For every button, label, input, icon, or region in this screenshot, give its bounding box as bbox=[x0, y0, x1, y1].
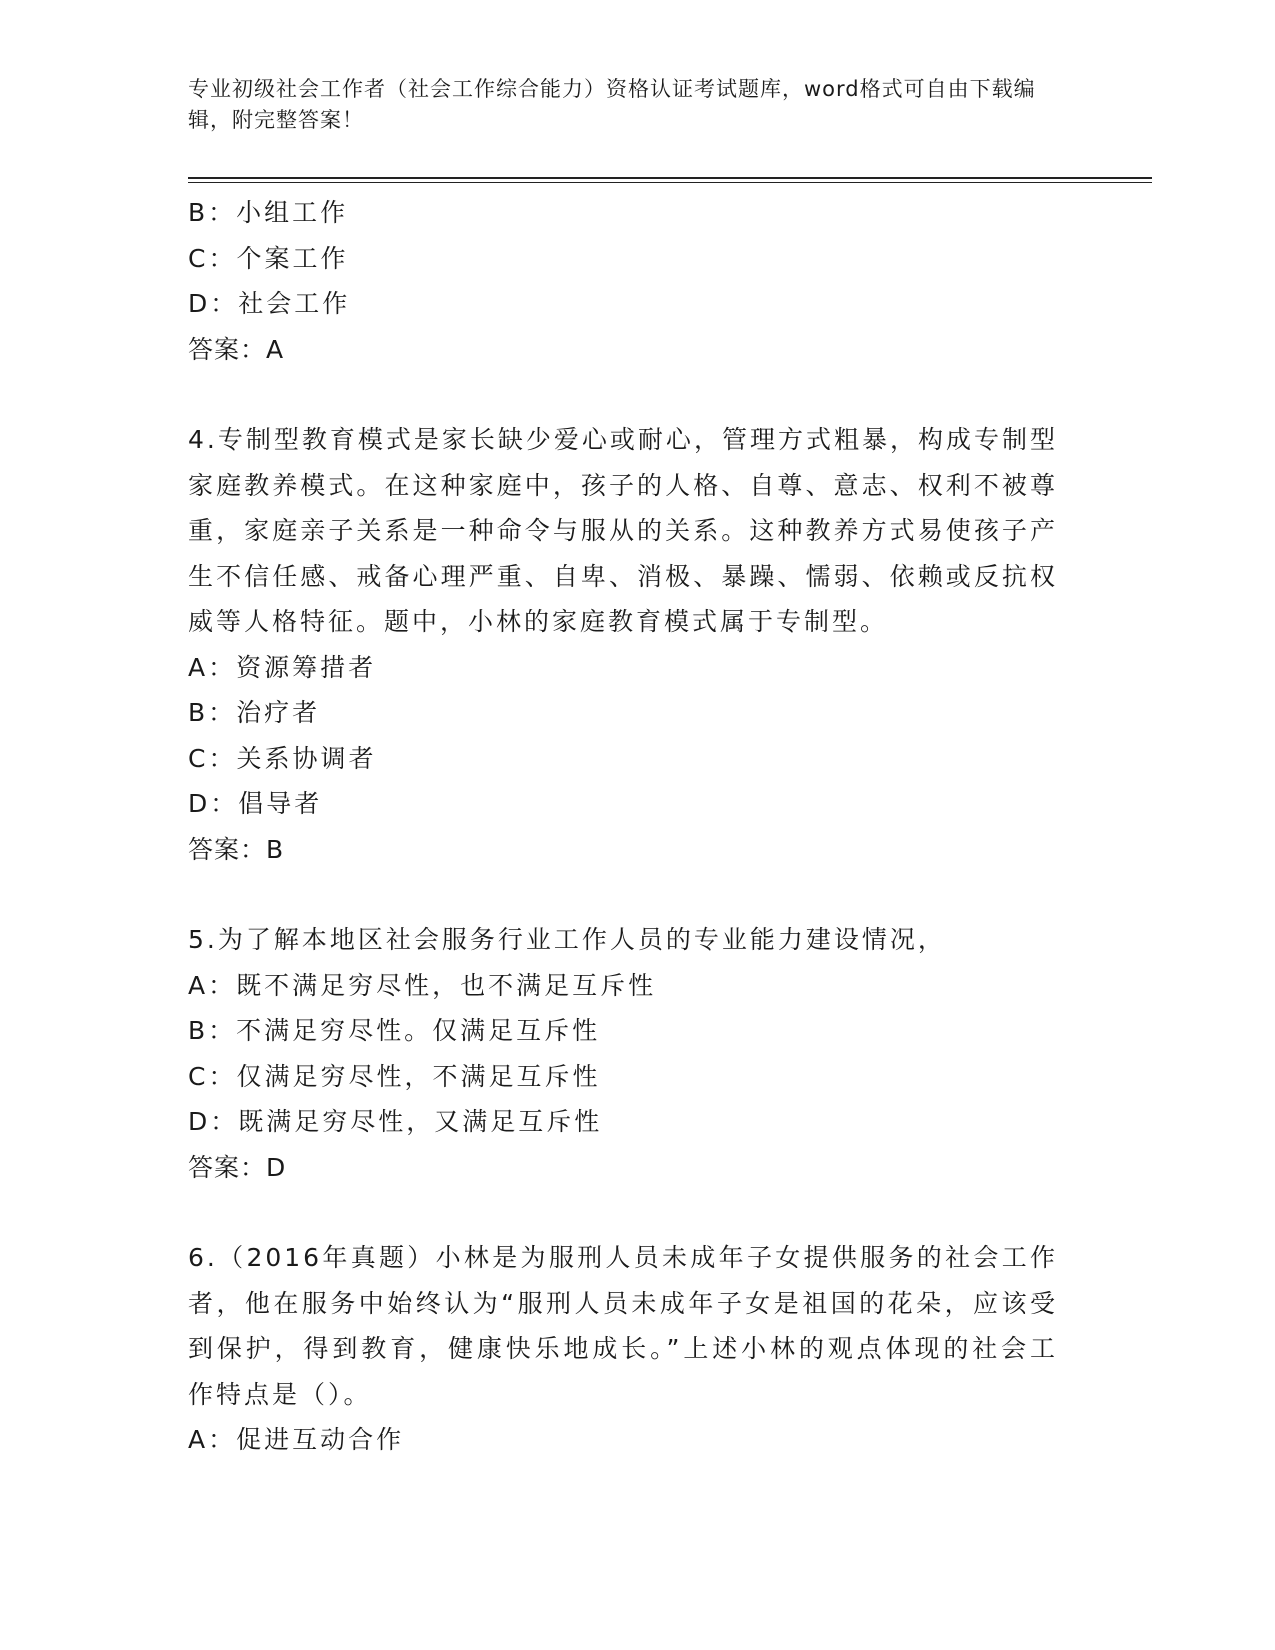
option-d: D：既满足穷尽性，又满足互斥性 bbox=[188, 1107, 603, 1136]
option-b: B：不满足穷尽性。仅满足互斥性 bbox=[188, 1016, 601, 1045]
question-5 bbox=[188, 917, 1068, 1190]
option-a: A：既不满足穷尽性，也不满足互斥性 bbox=[188, 970, 657, 1000]
question-content bbox=[188, 190, 1068, 1463]
option-b: B：小组工作 bbox=[188, 198, 349, 227]
answer: 答案：A bbox=[188, 334, 285, 364]
question-3-tail bbox=[188, 190, 1068, 372]
option-c: C：关系协调者 bbox=[188, 743, 377, 773]
spacer bbox=[188, 372, 1068, 417]
option-c: C：仅满足穷尽性，不满足互斥性 bbox=[188, 1061, 601, 1091]
option-d: D：倡导者 bbox=[188, 789, 323, 818]
page-header: 专业初级社会工作者（社会工作综合能力）资格认证考试题库，word格式可自由下载编辑，附完整答案！ bbox=[188, 77, 1036, 132]
question-4 bbox=[188, 417, 1068, 872]
question-stem: 5.为了解本地区社会服务行业工作人员的专业能力建设情况， bbox=[188, 925, 946, 954]
question-6 bbox=[188, 1235, 1068, 1463]
spacer bbox=[188, 872, 1068, 917]
answer: 答案：D bbox=[188, 1152, 287, 1182]
question-stem: 4.专制型教育模式是家长缺少爱心或耐心，管理方式粗暴，构成专制型家庭教养模式。在这种家庭中，孩子的人格、自尊、意志、权利不被尊重，家庭亲子关系是一种命令与服从的关系。这种教养方式易使孩子产生不信任感、戒备心理严重、自卑、消极、暴躁、懦弱、依赖或反抗权威等人格特征。题中，小林的家庭教育模式属于专制型。 bbox=[188, 425, 1058, 636]
option-d: D：社会工作 bbox=[188, 289, 351, 318]
spacer bbox=[188, 1190, 1068, 1235]
header-rule-thin bbox=[188, 182, 1152, 183]
option-a: A：促进互动合作 bbox=[188, 1425, 405, 1454]
question-stem: 6.（2016年真题）小林是为服刑人员未成年子女提供服务的社会工作者，他在服务中始终认为“服刑人员未成年子女是祖国的花朵，应该受到保护，得到教育，健康快乐地成长。”上述小林的观点体现的社会工作特点是（）。 bbox=[188, 1243, 1058, 1409]
option-a: A：资源筹措者 bbox=[188, 652, 377, 682]
option-c: C：个案工作 bbox=[188, 243, 349, 273]
answer: 答案：B bbox=[188, 834, 285, 864]
header-rule-thick bbox=[188, 177, 1152, 179]
option-b: B：治疗者 bbox=[188, 698, 321, 727]
